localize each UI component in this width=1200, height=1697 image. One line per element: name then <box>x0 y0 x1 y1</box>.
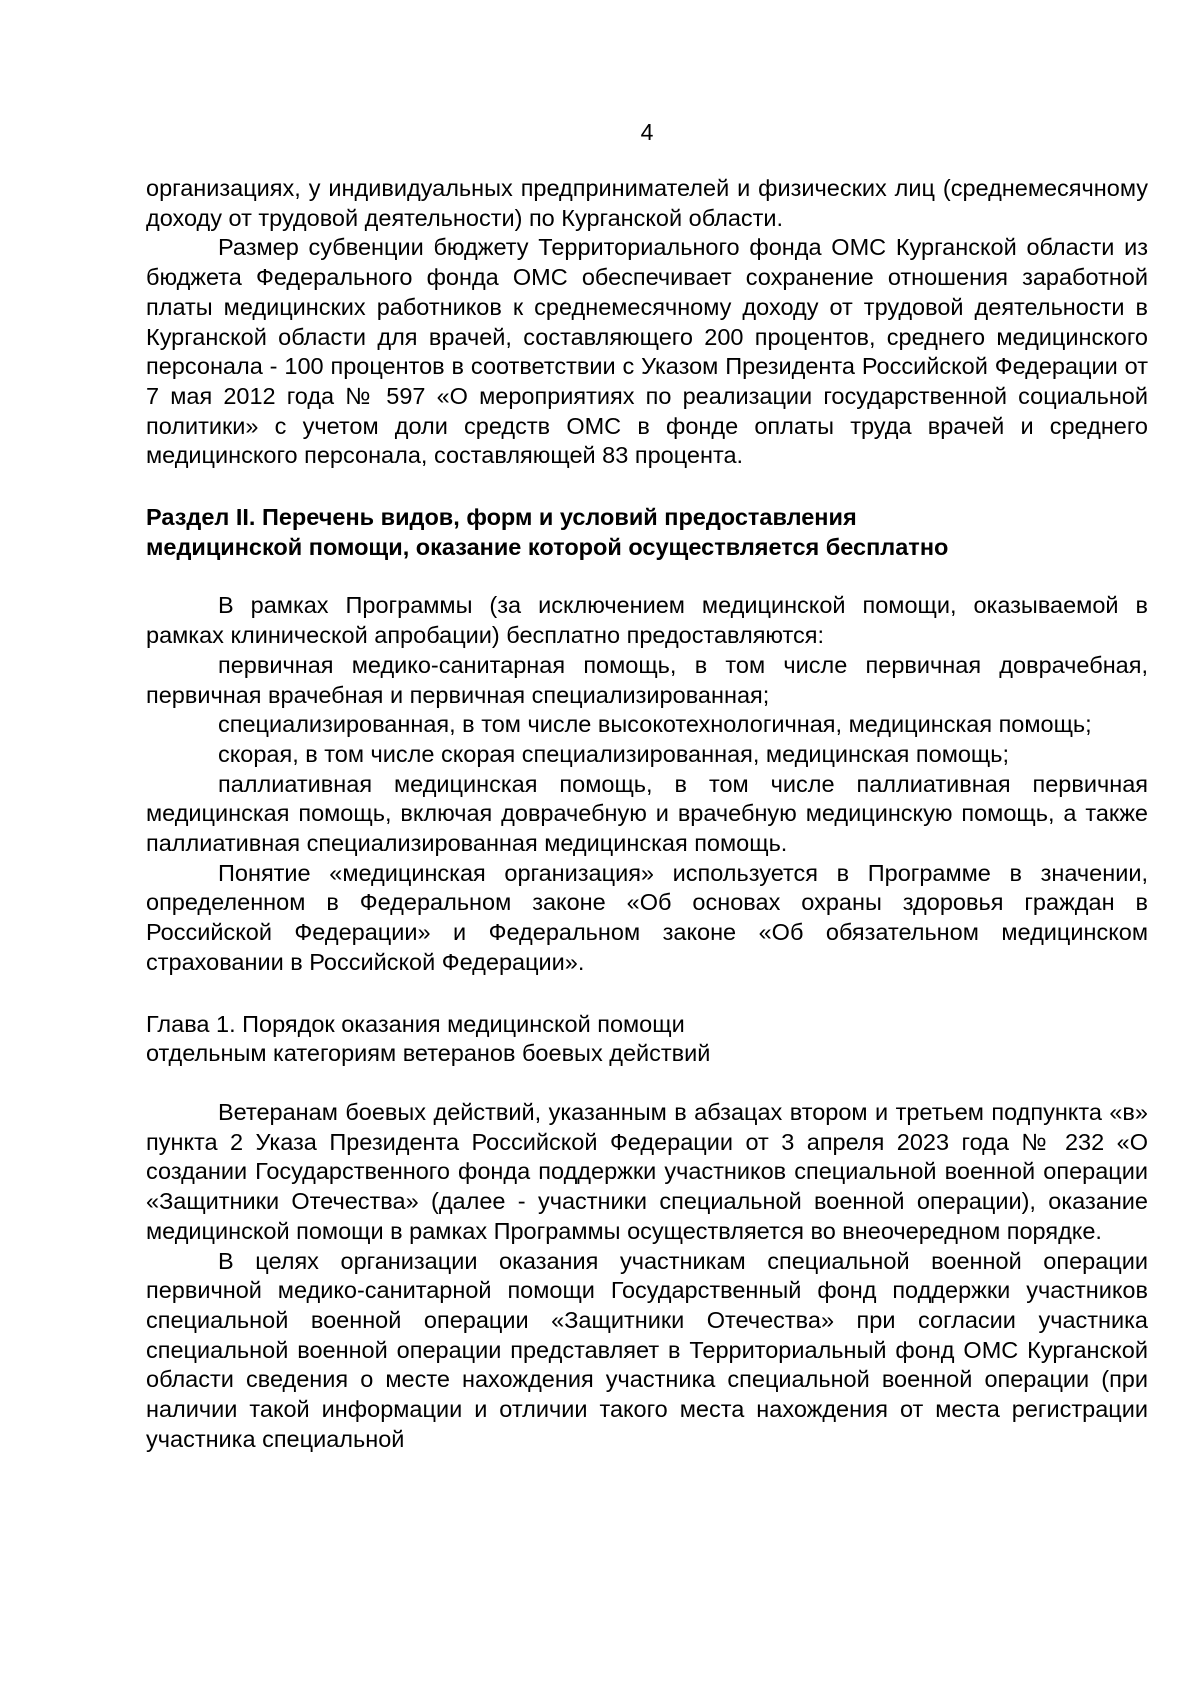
chapter-paragraph: Ветеранам боевых действий, указанным в абзацах втором и третьем подпункта «в» пункта 2 Указа Президента Российской Федерации от 3 апреля 2023 года № 232 «О создании Государственного фонда поддержки участников специальной военной операции «Защитники Отечества» (далее - участники специальной военной операции), оказание медицинской помощи в рамках Программы осуществляется во внеочередном порядке. <box>146 1098 1148 1244</box>
spacer <box>146 978 1148 1010</box>
section-paragraph: специализированная, в том числе высокотехнологичная, медицинская помощь; <box>218 711 1092 738</box>
spacer <box>146 562 1148 591</box>
chapter-heading-line-2: отдельным категориям ветеранов боевых действий <box>146 1040 711 1067</box>
section-heading-line-2: медицинской помощи, оказание которой осуществляется бесплатно <box>146 533 949 560</box>
chapter-heading-line-1: Глава 1. Порядок оказания медицинской помощи <box>146 1010 685 1037</box>
section-paragraph: паллиативная медицинская помощь, в том числе паллиативная первичная медицинская помощь, включая доврачебную и врачебную медицинскую помощь, а также паллиативная специализированная медицинская помощь. <box>146 770 1148 857</box>
paragraph-intro-1: организациях, у индивидуальных предпринимателей и физических лиц (среднемесячному доходу от трудовой деятельности) по Курганской области. <box>146 175 1148 231</box>
section-heading-line-1: Раздел II. Перечень видов, форм и условий предоставления <box>146 504 857 531</box>
chapter-paragraph: В целях организации оказания участникам специальной военной операции первичной медико-санитарной помощи Государственный фонд поддержки участников специальной военной операции «Защитники Отечества» при согласии участника специальной военной операции представляет в Территориальный фонд ОМС Курганской области сведения о месте нахождения участника специальной военной операции (при наличии такой информации и отличии такого места нахождения от места регистрации участника специальной <box>146 1247 1148 1452</box>
section-paragraph: первичная медико-санитарная помощь, в том числе первичная доврачебная, первичная врачебная и первичная специализированная; <box>146 651 1148 708</box>
spacer <box>146 471 1148 503</box>
document-body <box>146 174 1148 1454</box>
page-number: 4 <box>640 119 654 145</box>
spacer <box>146 1069 1148 1098</box>
paragraph-intro-2: Размер субвенции бюджету Территориального фонда ОМС Курганской области из бюджета Федерального фонда ОМС обеспечивает сохранение отношения заработной платы медицинских работников к среднемесячному доходу от трудовой деятельности в Курганской области для врачей, составляющего 200 процентов, среднего медицинского персонала - 100 процентов в соответствии с Указом Президента Российской Федерации от 7 мая 2012 года № 597 «О мероприятиях по реализации государственной социальной политики» с учетом доли средств ОМС в фонде оплаты труда врачей и среднего медицинского персонала, составляющей 83 процента. <box>146 234 1148 469</box>
section-paragraph: В рамках Программы (за исключением медицинской помощи, оказываемой в рамках клинической апробации) бесплатно предоставляются: <box>146 592 1148 649</box>
section-paragraph: Понятие «медицинская организация» используется в Программе в значении, определенном в Федеральном законе «Об основах охраны здоровья граждан в Российской Федерации» и Федеральном законе «Об обязательном медицинском страховании в Российской Федерации». <box>146 859 1148 975</box>
section-paragraph: скорая, в том числе скорая специализированная, медицинская помощь; <box>218 740 1010 767</box>
